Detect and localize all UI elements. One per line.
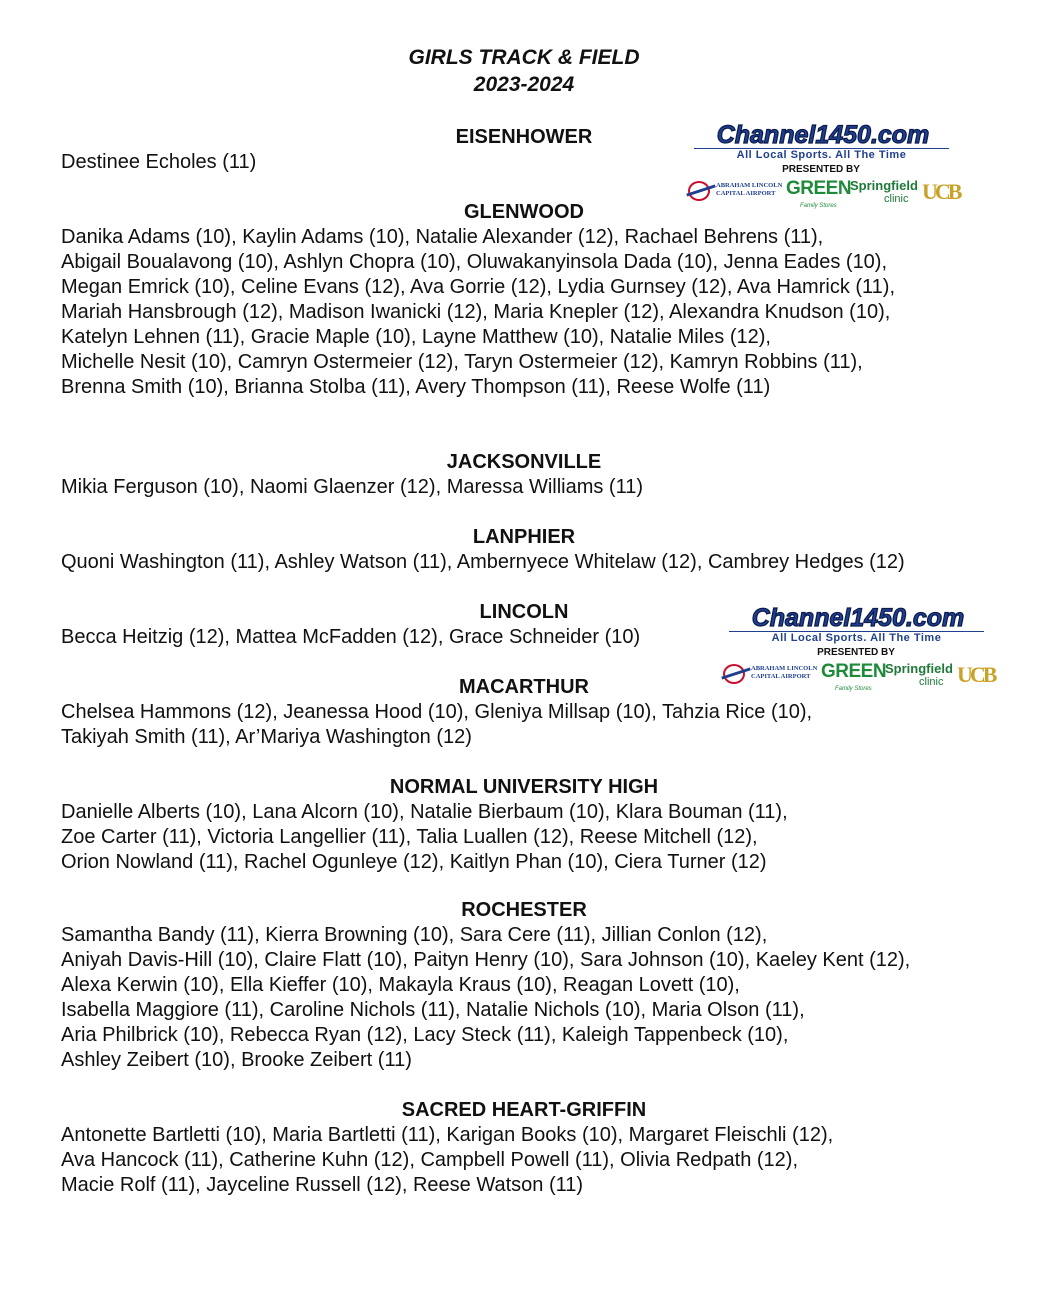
school-roster-lincoln bbox=[61, 625, 1021, 650]
school-roster-sacred-heart-griffin bbox=[61, 1123, 1021, 1198]
roster-line: Abigail Boualavong (10), Ashlyn Chopra (10), Oluwakanyinsola Dada (10), Jenna Eades (10), bbox=[61, 251, 888, 273]
roster-line: Megan Emrick (10), Celine Evans (12), Ava Gorrie (12), Lydia Gurnsey (12), Ava Hamrick (11), bbox=[61, 276, 896, 298]
clinic-name: Springfield bbox=[850, 178, 918, 193]
airport-name-line2: CAPITAL AIRPORT bbox=[751, 673, 811, 680]
ucb-logo: UCB bbox=[957, 662, 995, 687]
green-name: GREEN bbox=[821, 661, 887, 682]
clinic-sub: clinic bbox=[919, 676, 944, 688]
green-sub: Family Stores bbox=[835, 686, 872, 692]
school-heading-lincoln: LINCOLN bbox=[479, 601, 569, 623]
school-roster-macarthur bbox=[61, 700, 1021, 750]
green-sub: Family Stores bbox=[800, 203, 837, 209]
airport-name-line2: CAPITAL AIRPORT bbox=[716, 190, 776, 197]
roster-line: Quoni Washington (11), Ashley Watson (11), Ambernyece Whitelaw (12), Cambrey Hedges (12) bbox=[61, 551, 905, 573]
school-heading-normal-university-high: NORMAL UNIVERSITY HIGH bbox=[389, 776, 659, 798]
roster-line: Takiyah Smith (11), Ar’Mariya Washington (12) bbox=[61, 726, 472, 748]
roster-line: Aniyah Davis-Hill (10), Claire Flatt (10), Paityn Henry (10), Sara Johnson (10), Kaeley Kent (12), bbox=[61, 949, 911, 971]
roster-line: Becca Heitzig (12), Mattea McFadden (12), Grace Schneider (10) bbox=[61, 626, 641, 648]
sponsor-brand: Channel1450.com bbox=[716, 121, 930, 149]
roster-line: Orion Nowland (11), Rachel Ogunleye (12), Kaitlyn Phan (10), Ciera Turner (12) bbox=[61, 851, 767, 873]
clinic-name: Springfield bbox=[885, 661, 953, 676]
roster-line: Samantha Bandy (11), Kierra Browning (10), Sara Cere (11), Jillian Conlon (12), bbox=[61, 924, 768, 946]
roster-line: Katelyn Lehnen (11), Gracie Maple (10), Layne Matthew (10), Natalie Miles (12), bbox=[61, 326, 771, 348]
school-heading-rochester: ROCHESTER bbox=[461, 899, 587, 921]
roster-line: Danielle Alberts (10), Lana Alcorn (10), Natalie Bierbaum (10), Klara Bouman (11), bbox=[61, 801, 788, 823]
roster-line: Michelle Nesit (10), Camryn Ostermeier (12), Taryn Ostermeier (12), Kamryn Robbins (11), bbox=[61, 351, 863, 373]
airport-name-line1: ABRAHAM LINCOLN bbox=[751, 665, 818, 672]
school-roster-eisenhower bbox=[61, 150, 1021, 175]
school-heading-macarthur: MACARTHUR bbox=[459, 676, 589, 698]
roster-line: Brenna Smith (10), Brianna Stolba (11), Avery Thompson (11), Reese Wolfe (11) bbox=[61, 376, 771, 398]
clinic-sub: clinic bbox=[884, 193, 909, 205]
roster-line: Ashley Zeibert (10), Brooke Zeibert (11) bbox=[61, 1049, 412, 1071]
school-roster-glenwood bbox=[61, 225, 1021, 400]
school-roster-rochester bbox=[61, 923, 1021, 1073]
presented-by-label: PRESENTED BY bbox=[782, 164, 860, 175]
presented-by-label: PRESENTED BY bbox=[817, 647, 895, 658]
roster-line: Alexa Kerwin (10), Ella Kieffer (10), Makayla Kraus (10), Reagan Lovett (10), bbox=[61, 974, 740, 996]
school-roster-jacksonville bbox=[61, 475, 1021, 500]
roster-line: Chelsea Hammons (12), Jeanessa Hood (10), Gleniya Millsap (10), Tahzia Rice (10), bbox=[61, 701, 813, 723]
sponsor-brand: Channel1450.com bbox=[751, 604, 965, 632]
school-roster-normal-university-high bbox=[61, 800, 1021, 875]
airport-name-line1: ABRAHAM LINCOLN bbox=[716, 182, 783, 189]
roster-line: Mikia Ferguson (10), Naomi Glaenzer (12), Maressa Williams (11) bbox=[61, 476, 644, 498]
school-heading-glenwood: GLENWOOD bbox=[464, 201, 584, 223]
school-heading-sacred-heart-griffin: SACRED HEART-GRIFFIN bbox=[401, 1099, 647, 1121]
roster-line: Destinee Echoles (11) bbox=[61, 151, 257, 173]
school-heading-jacksonville: JACKSONVILLE bbox=[446, 451, 602, 473]
ucb-logo: UCB bbox=[922, 179, 960, 204]
roster-line: Macie Rolf (11), Jayceline Russell (12), Reese Watson (11) bbox=[61, 1174, 584, 1196]
roster-line: Aria Philbrick (10), Rebecca Ryan (12), Lacy Steck (11), Kaleigh Tappenbeck (10), bbox=[61, 1024, 789, 1046]
sponsor-tagline: All Local Sports. All The Time bbox=[694, 148, 949, 162]
sponsor-tagline: All Local Sports. All The Time bbox=[729, 631, 984, 645]
roster-line: Isabella Maggiore (11), Caroline Nichols (11), Natalie Nichols (10), Maria Olson (11), bbox=[61, 999, 805, 1021]
school-roster-lanphier bbox=[61, 550, 1021, 575]
green-name: GREEN bbox=[786, 178, 852, 199]
roster-line: Mariah Hansbrough (12), Madison Iwanicki (12), Maria Knepler (12), Alexandra Knudson (10), bbox=[61, 301, 891, 323]
page-title: GIRLS TRACK & FIELD bbox=[408, 46, 640, 69]
page-subtitle-season: 2023-2024 bbox=[473, 73, 575, 96]
school-heading-lanphier: LANPHIER bbox=[472, 526, 576, 548]
roster-line: Ava Hancock (11), Catherine Kuhn (12), Campbell Powell (11), Olivia Redpath (12), bbox=[61, 1149, 799, 1171]
school-heading-eisenhower: EISENHOWER bbox=[455, 126, 593, 148]
roster-line: Zoe Carter (11), Victoria Langellier (11), Talia Luallen (12), Reese Mitchell (12), bbox=[61, 826, 758, 848]
roster-line: Antonette Bartletti (10), Maria Bartletti (11), Karigan Books (10), Margaret Fleischli (12), bbox=[61, 1124, 834, 1146]
roster-line: Danika Adams (10), Kaylin Adams (10), Natalie Alexander (12), Rachael Behrens (11), bbox=[61, 226, 824, 248]
